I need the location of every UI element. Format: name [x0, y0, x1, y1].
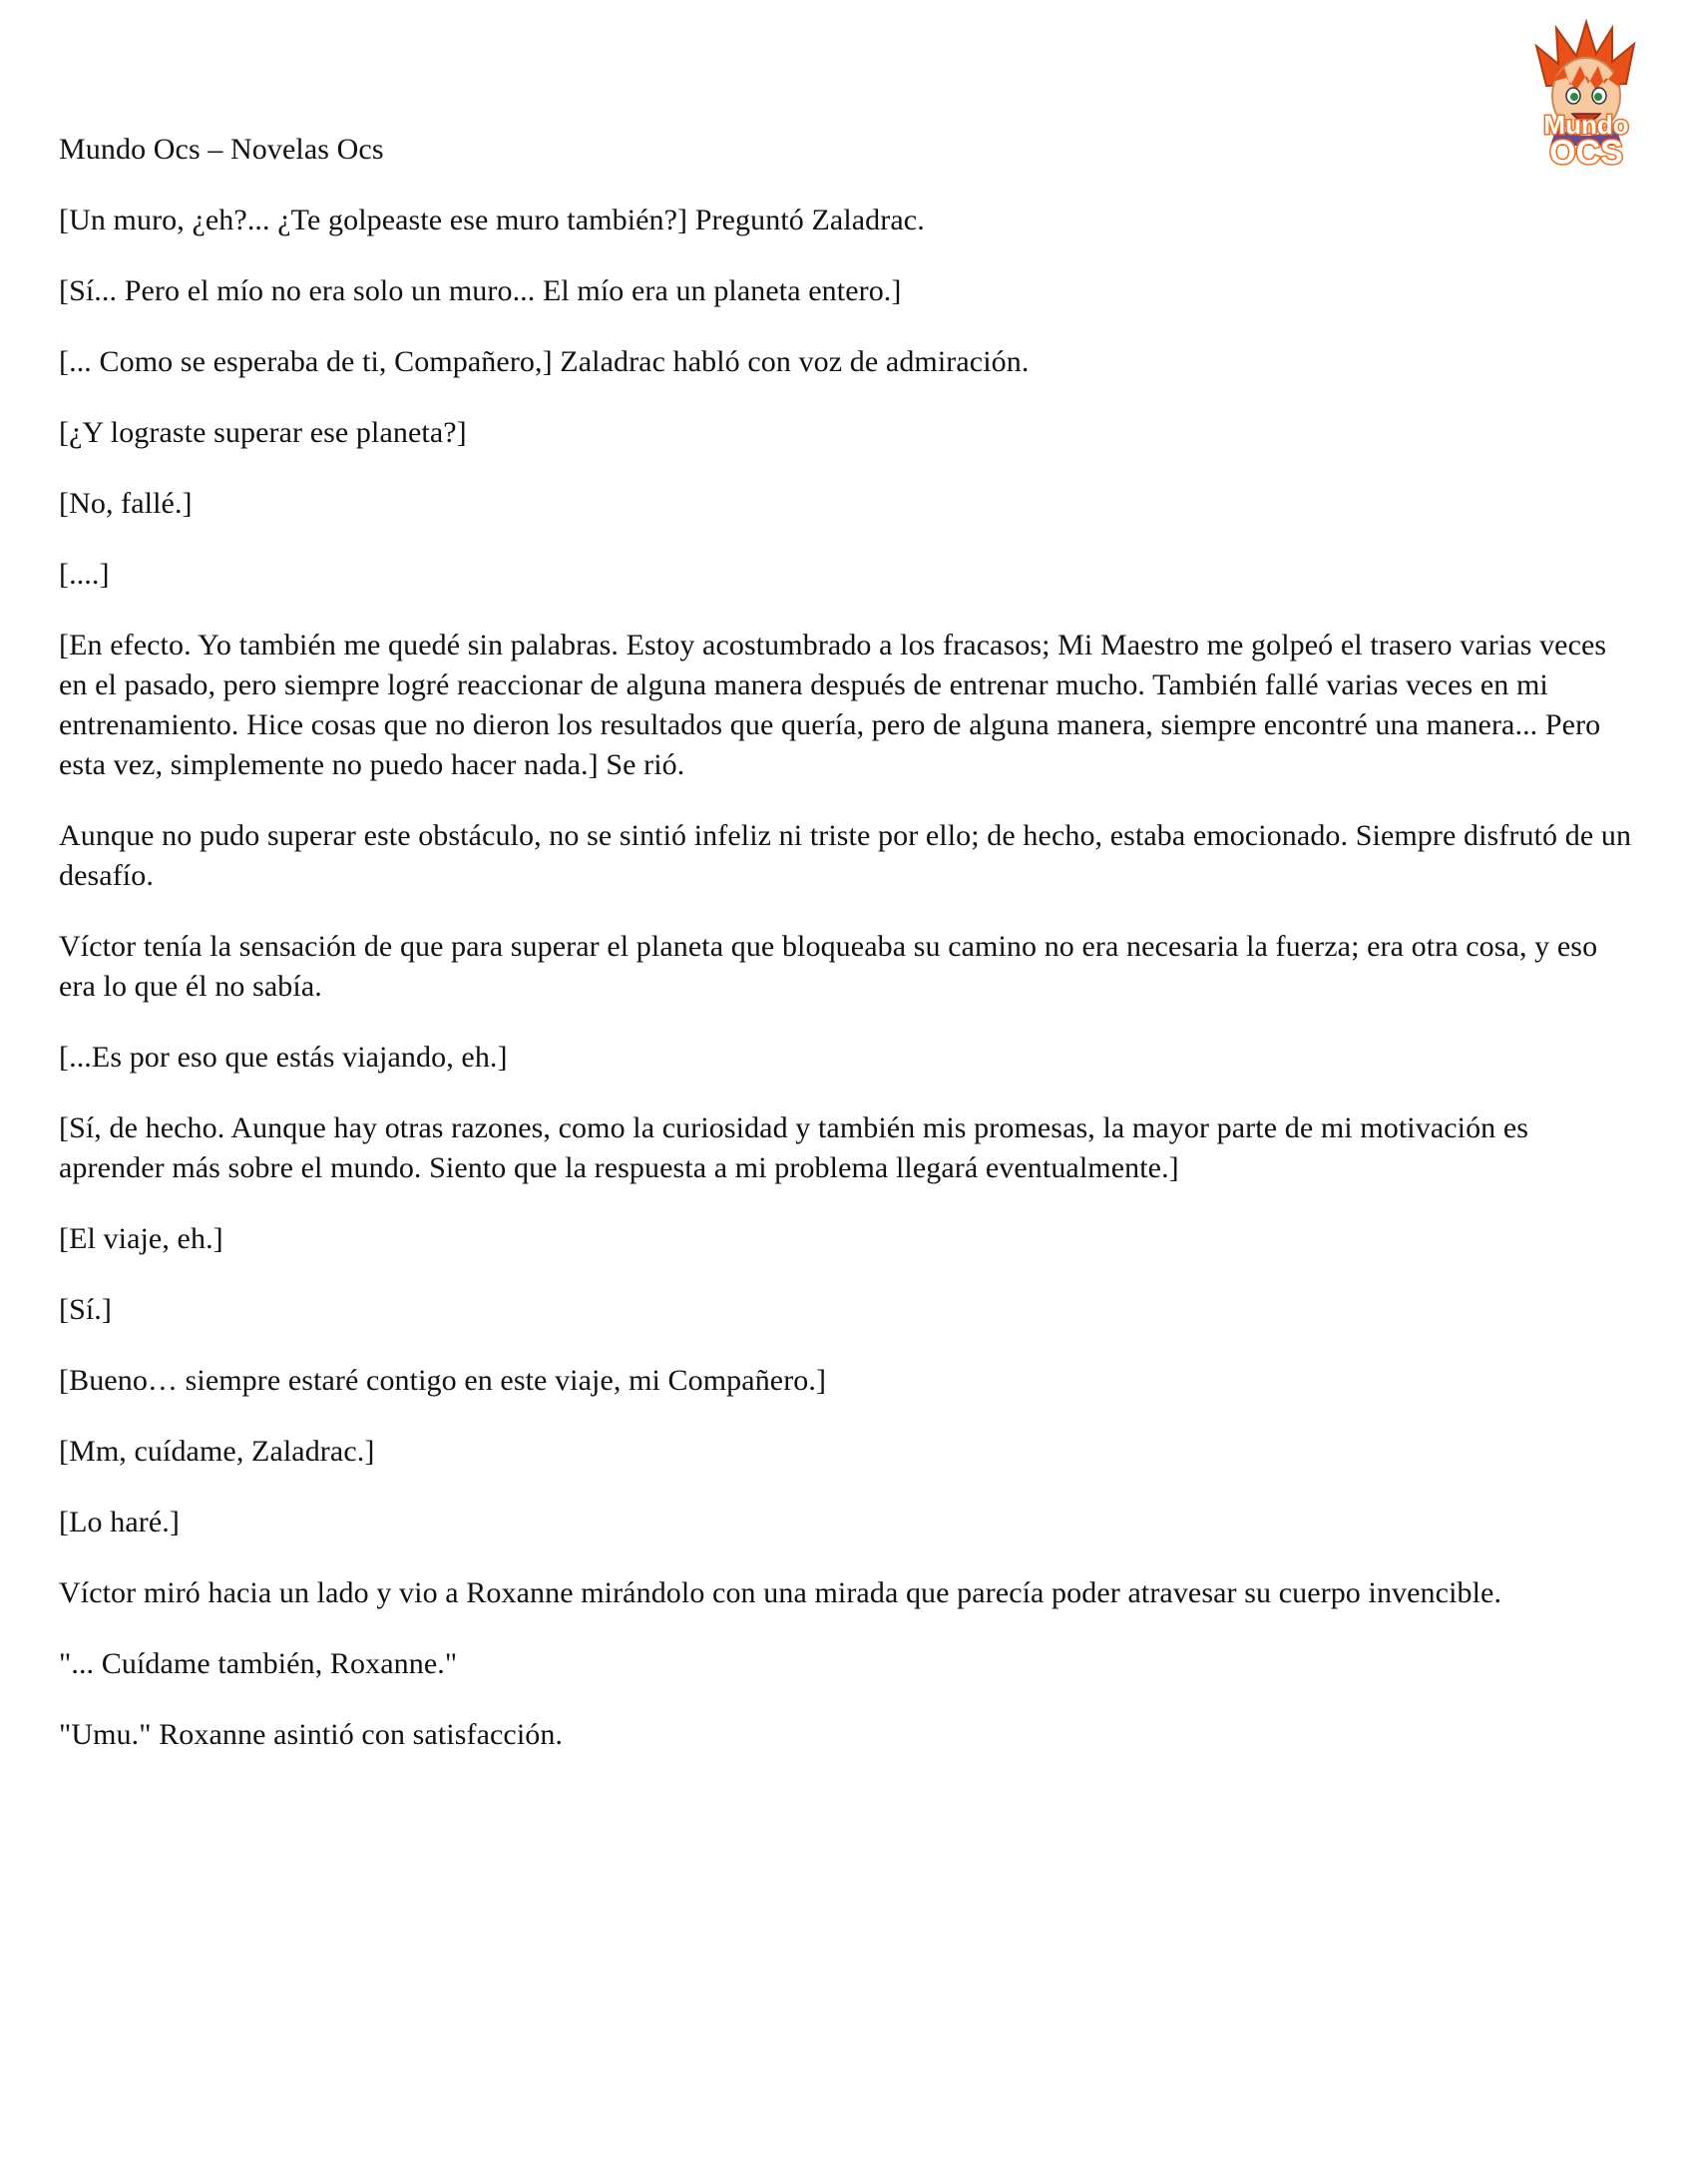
paragraph: [Lo haré.]: [59, 1506, 180, 1538]
paragraph: [... Como se esperaba de ti, Compañero,] Zaladrac habló con voz de admiración.: [59, 345, 1030, 378]
paragraph: Aunque no pudo superar este obstáculo, no se sintió infeliz ni triste por ello; de hecho, estaba emocionado. Siempre disfrutó de un desafío.: [59, 819, 1632, 892]
paragraph: "Umu." Roxanne asintió con satisfacción.: [59, 1718, 564, 1751]
document-header-title: Mundo Ocs – Novelas Ocs: [59, 133, 384, 166]
paragraph: [¿Y lograste superar ese planeta?]: [59, 416, 467, 449]
paragraph: [En efecto. Yo también me quedé sin palabras. Estoy acostumbrado a los fracasos; Mi Maestro me golpeó el trasero varias veces en el pasado, pero siempre logré reaccionar de alguna manera después de entrenar mucho. También fallé varias veces en mi entrenamiento. Hice cosas que no dieron los resultados que quería, pero de alguna manera, siempre encontré una manera... Pero esta vez, simplemente no puedo hacer nada.] Se rió.: [59, 629, 1607, 781]
paragraph: [....]: [59, 558, 110, 591]
paragraph: [Sí, de hecho. Aunque hay otras razones, como la curiosidad y también mis promesas, la mayor parte de mi motivación es aprender más sobre el mundo. Siento que la respuesta a mi problema llegará eventualmente.]: [59, 1111, 1529, 1184]
paragraph: [Mm, cuídame, Zaladrac.]: [59, 1435, 375, 1468]
paragraph: [...Es por eso que estás viajando, eh.]: [59, 1041, 508, 1074]
document-body: [59, 130, 1635, 1786]
logo-text-line1: Mundo: [1543, 110, 1629, 140]
paragraph: [El viaje, eh.]: [59, 1222, 223, 1255]
paragraph: "... Cuídame también, Roxanne.": [59, 1647, 458, 1680]
paragraph: [Sí... Pero el mío no era solo un muro... El mío era un planeta entero.]: [59, 274, 902, 307]
paragraph: [Sí.]: [59, 1293, 112, 1326]
paragraph: [Un muro, ¿eh?... ¿Te golpeaste ese muro también?] Preguntó Zaladrac.: [59, 204, 925, 236]
paragraph: Víctor miró hacia un lado y vio a Roxanne mirándolo con una mirada que parecía poder atravesar su cuerpo invencible.: [59, 1576, 1502, 1609]
paragraph: [Bueno… siempre estaré contigo en este viaje, mi Compañero.]: [59, 1364, 827, 1397]
logo-text-line2: OCS: [1549, 134, 1623, 172]
paragraph: Víctor tenía la sensación de que para superar el planeta que bloqueaba su camino no era necesaria la fuerza; era otra cosa, y eso era lo que él no sabía.: [59, 930, 1598, 1003]
paragraph: [No, fallé.]: [59, 487, 193, 520]
